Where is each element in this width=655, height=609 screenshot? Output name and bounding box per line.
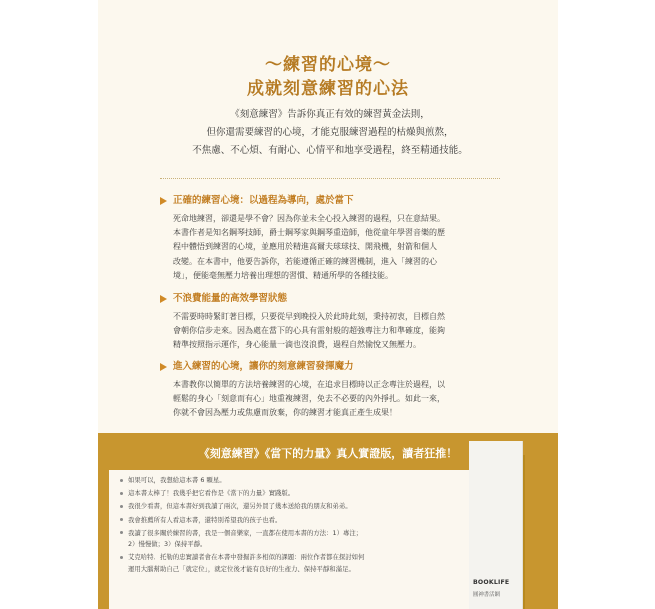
bullet-dot-icon <box>120 518 123 521</box>
triangle-bullet-icon <box>160 363 167 371</box>
body-line: 不需要時時緊盯著目標，只要從早到晚投入於此時此刻，秉持初衷，目標自然 <box>173 312 445 321</box>
bullet-dot-icon <box>120 492 123 495</box>
bullet-dot-icon <box>120 556 123 559</box>
intro-line: 不焦慮、不心煩、有耐心、心情平和地享受過程，終至精通技能。 <box>192 145 468 156</box>
body-line: 會朝你信步走來。因為處在當下的心具有雷射般的超強專注力和準確度，能夠 <box>173 326 445 336</box>
body-line: 境」，便能毫無壓力培養出理想的習慣、精通所學的各種技能。 <box>173 270 393 280</box>
intro-line: 但你還需要練習的心境，才能克服練習過程的枯燥與煎熬， <box>206 127 454 138</box>
section-practice-mindset <box>160 194 500 283</box>
bullet-dot-icon <box>120 479 123 482</box>
page-title-line1: ～練習的心境～ <box>265 55 391 75</box>
review-item: 艾克哈特．托勒的忠實讀者會在本書中發掘許多相似的課題：兩位作者都在探討如何 運用大腦幫助自己「就定位」，就定位後才能有良好的生產力、保持平靜和滿足。 <box>119 552 494 575</box>
body-line: 程中體悟到練習的心境，並應用於精進高爾夫球球技、開飛機，射箭和個人 <box>173 242 437 252</box>
body-line: 死命地練習，卻還是學不會？因為你並未全心投入練習的過程，只在意結果。 <box>173 214 445 223</box>
section-body <box>173 310 500 353</box>
section-efficient-learning <box>160 292 500 353</box>
section-body <box>173 378 500 421</box>
section-heading: 進入練習的心境，讓你的刻意練習發揮魔力 <box>160 360 500 374</box>
bullet-dot-icon <box>120 531 123 534</box>
review-item: 我很少看書，但這本書好到我讀了兩次，還另外買了幾本送給我的朋友和弟弟。 <box>119 501 494 512</box>
page-title-line2: 成就刻意練習的心法 <box>247 79 409 99</box>
body-line: 精準按照指示運作，身心能量一滴也沒浪費，過程自然愉悅又無壓力。 <box>173 340 421 350</box>
review-item: 如果可以，我想給這本書 6 顆星。 <box>119 475 494 486</box>
section-heading: 正確的練習心境：以過程為導向，處於當下 <box>160 194 500 208</box>
review-item: 我會推薦所有人看這本書，還特別希望我的孩子也看。 <box>119 515 494 526</box>
triangle-bullet-icon <box>160 197 167 205</box>
booklife-logo: BOOKLIFE <box>473 579 510 586</box>
book-bookmark <box>469 441 522 609</box>
body-line: 你就不會因為壓力或焦慮而放棄，你的練習才能真正產生成果！ <box>173 408 397 418</box>
review-item: 這本書太棒了！我幾乎把它看作是《當下的力量》實踐版。 <box>119 488 494 499</box>
review-item: 我讀了很多關於練習的書，我是一個音樂家，一直都在使用本書的方法：1）專注； 2）慢慢做；3）保持平靜。 <box>119 528 494 551</box>
triangle-bullet-icon <box>160 295 167 303</box>
reviews-card <box>109 470 505 609</box>
reviews-list <box>119 475 494 577</box>
divider <box>160 178 500 179</box>
section-deliberate-magic <box>160 360 500 421</box>
body-line: 本書作者是知名鋼琴技師，爵士鋼琴家與鋼琴重造師，他從童年學習音樂的歷 <box>173 228 445 238</box>
bullet-dot-icon <box>120 505 123 508</box>
body-line: 改變。在本書中，他要告訴你，若能遵循正確的練習機制，進入「練習的心 <box>173 256 437 266</box>
reviews-title: 《刻意練習》《當下的力量》真人實證版，讀者狂推！ <box>198 447 458 460</box>
body-line: 輕鬆的身心「刻意而有心」地重複練習，免去不必要的內外掙扎。如此一來， <box>173 394 445 404</box>
body-line: 本書教你以簡單的方法培養練習的心境，在追求目標時以正念專注於過程，以 <box>173 380 445 389</box>
booklife-subtitle: 圓神書活網 <box>473 592 500 598</box>
intro-paragraph <box>130 106 530 160</box>
intro-line: 《刻意練習》告訴你真正有效的練習黃金法則， <box>230 109 430 120</box>
section-heading: 不浪費能量的高效學習狀態 <box>160 292 500 306</box>
section-body <box>173 212 500 283</box>
